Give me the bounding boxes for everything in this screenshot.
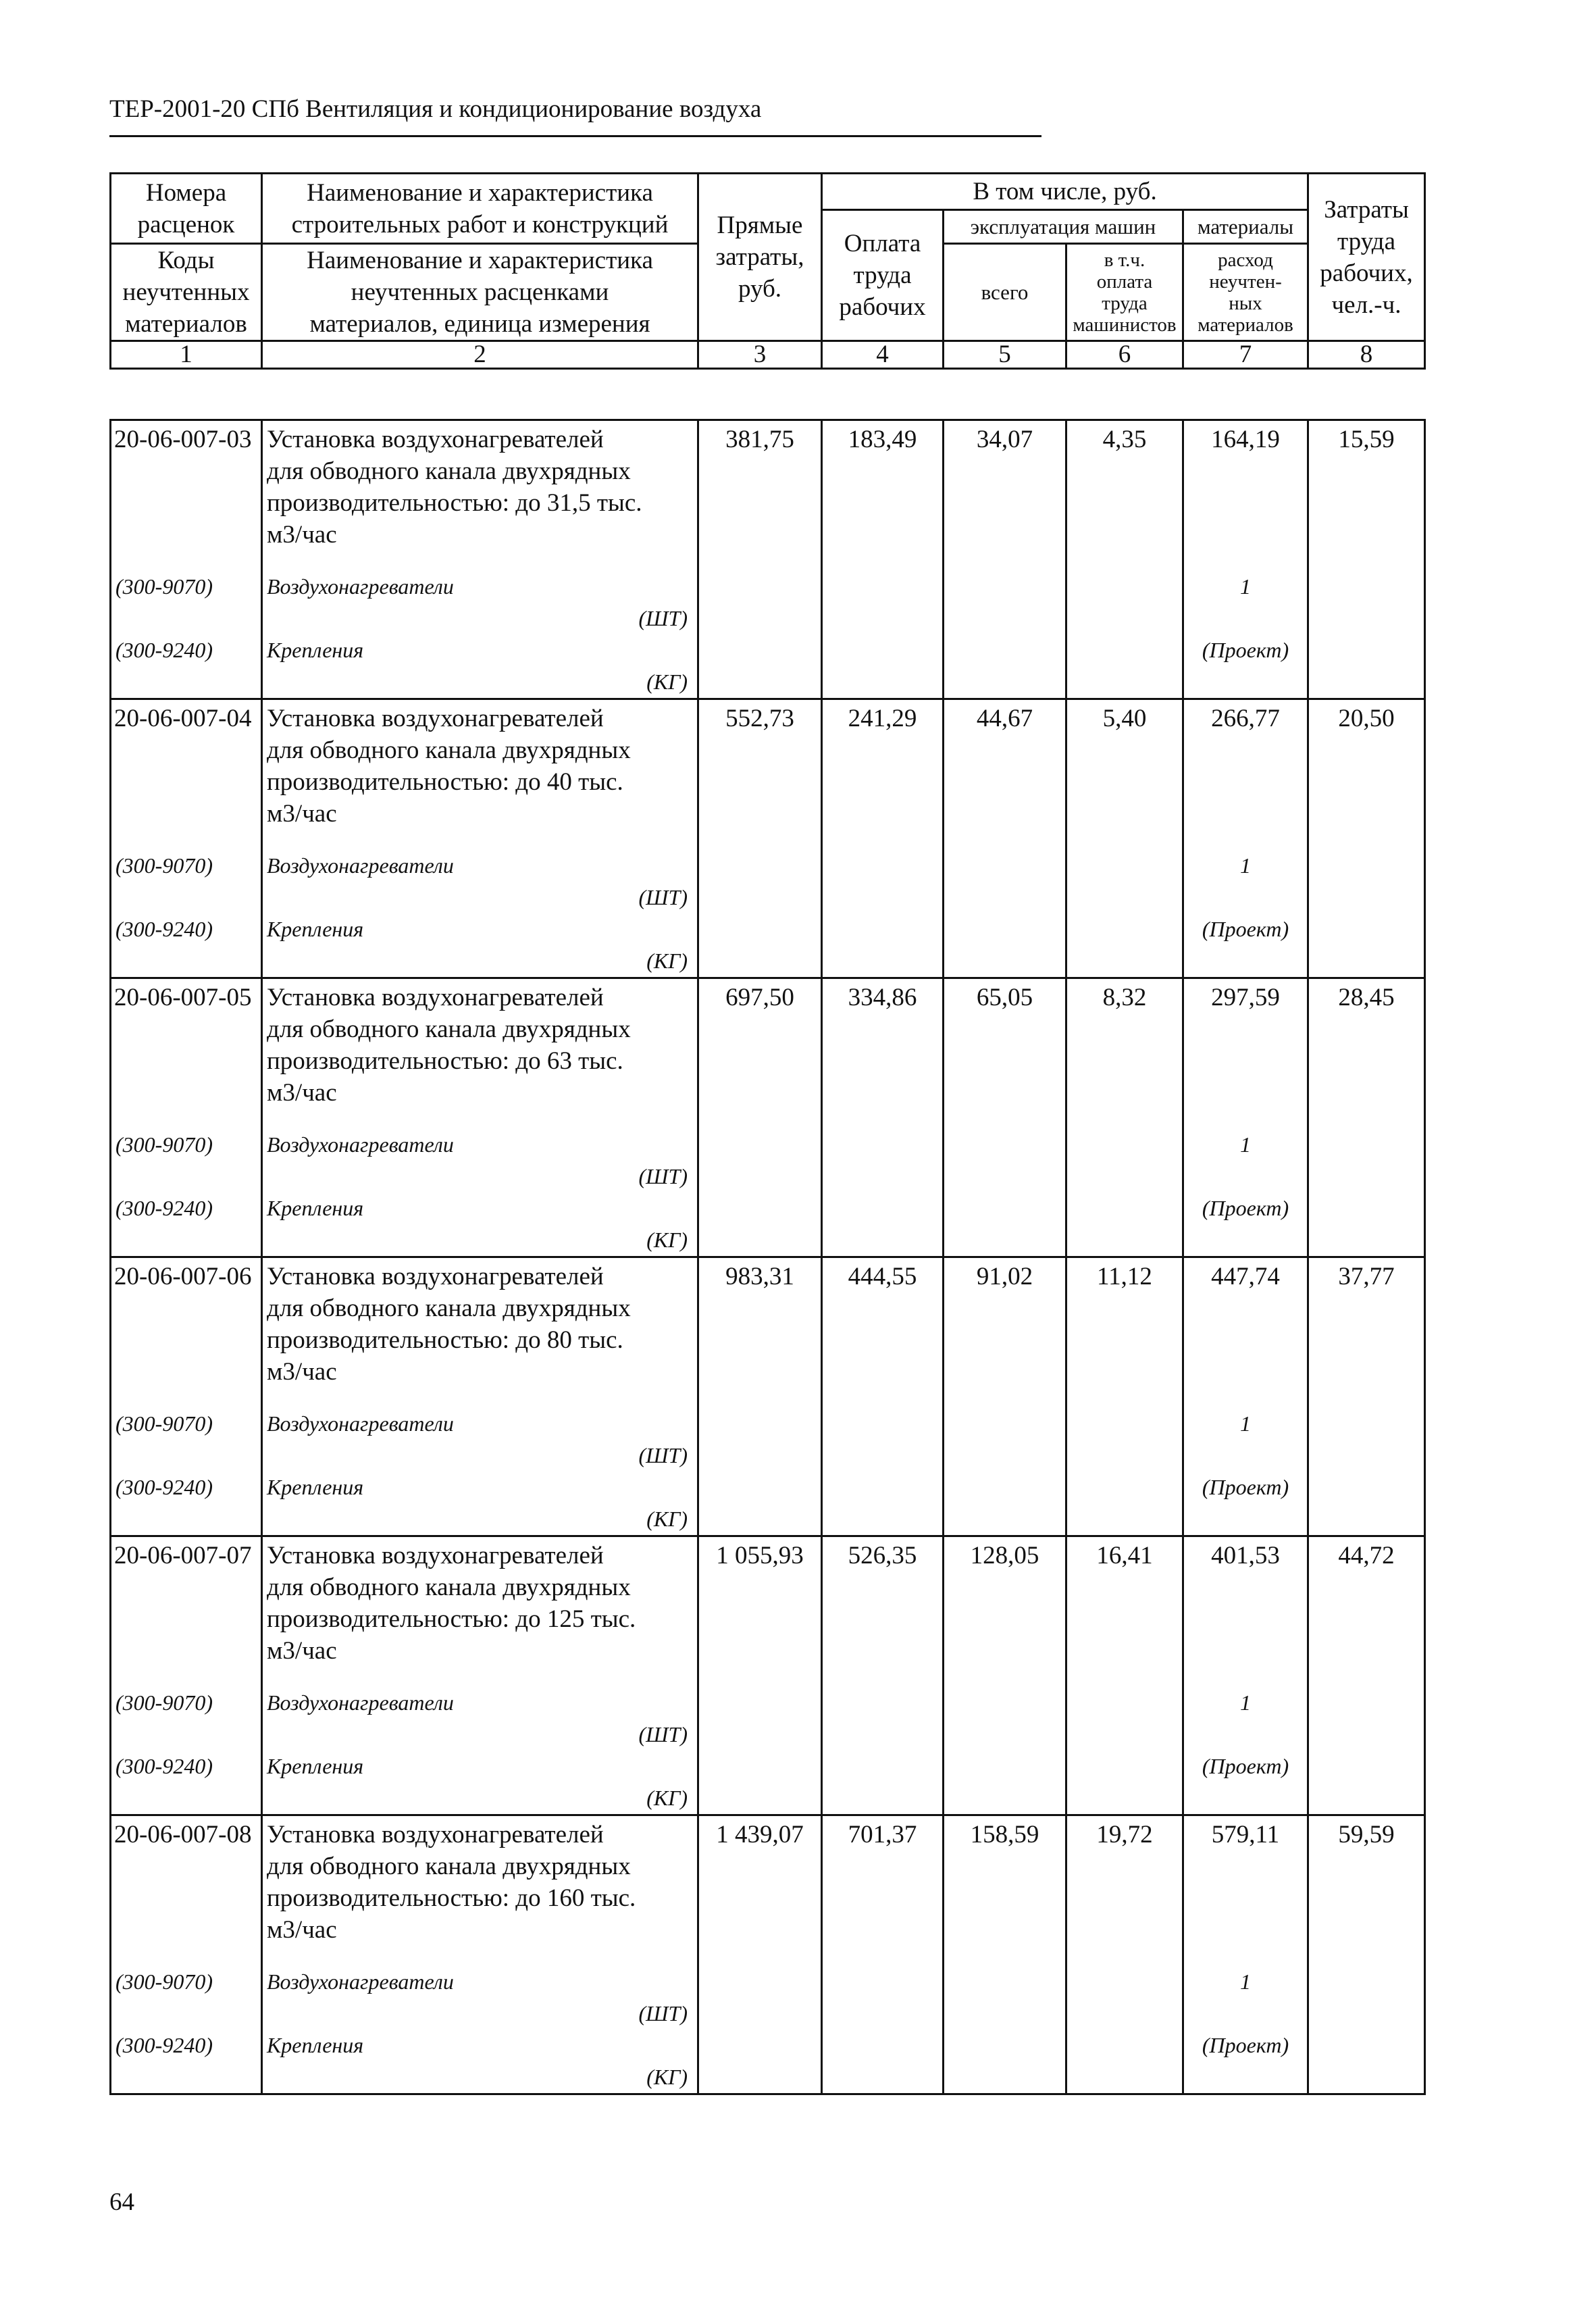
material-code-cell — [111, 571, 262, 699]
rate-description: Установка воздухонагревателей для обводного канала двухрядных производительностью: до 63 тыс. м3/час — [262, 978, 698, 1130]
material-code-cell — [111, 1687, 262, 1815]
materials-cost: 297,59 — [1183, 978, 1308, 1130]
material-row — [111, 850, 1425, 978]
header-work-name: Наименование и характеристика строительных работ и конструкций — [262, 174, 698, 244]
material-name: Воздухонагреватели — [267, 1969, 454, 1994]
labor-pay: 183,49 — [822, 420, 944, 572]
material-code-cell — [111, 1966, 262, 2094]
labor-pay: 526,35 — [822, 1536, 944, 1688]
rate-code: 20-06-007-07 — [111, 1536, 262, 1688]
material-code: (300-9240) — [115, 1754, 213, 1778]
machinists-pay: 5,40 — [1066, 699, 1183, 851]
material-name-cell — [262, 1129, 698, 1257]
material-name: Крепления — [267, 917, 364, 941]
material-qty: (Проект) — [1202, 1754, 1289, 1778]
rate-description: Установка воздухонагревателей для обводного канала двухрядных производительностью: до 160 тыс. м3/час — [262, 1815, 698, 1967]
rate-code: 20-06-007-03 — [111, 420, 262, 572]
material-qty: 1 — [1240, 1132, 1251, 1157]
rate-description: Установка воздухонагревателей для обводного канала двухрядных производительностью: до 125 тыс. м3/час — [262, 1536, 698, 1688]
material-row — [111, 1408, 1425, 1536]
material-qty: 1 — [1240, 1969, 1251, 1994]
material-unit: (КГ) — [646, 1228, 688, 1252]
material-row — [111, 571, 1425, 699]
material-unit: (ШТ) — [638, 606, 688, 630]
materials-cost: 579,11 — [1183, 1815, 1308, 1967]
material-qty-cell — [1183, 1687, 1308, 1815]
material-name: Крепления — [267, 1754, 364, 1778]
material-qty: 1 — [1240, 1690, 1251, 1715]
material-name: Воздухонагреватели — [267, 1132, 454, 1157]
material-code: (300-9240) — [115, 2033, 213, 2057]
material-name: Крепления — [267, 2033, 364, 2057]
material-code: (300-9070) — [115, 853, 213, 878]
material-code: (300-9070) — [115, 1690, 213, 1715]
machines-total: 65,05 — [944, 978, 1066, 1130]
material-name-cell — [262, 1687, 698, 1815]
labor-pay: 444,55 — [822, 1257, 944, 1409]
header-col-number: 6 — [1066, 341, 1183, 369]
header-col-number: 5 — [944, 341, 1066, 369]
header-col-number: 3 — [698, 341, 822, 369]
material-name: Крепления — [267, 1196, 364, 1220]
material-name-cell — [262, 1966, 698, 2094]
rate-row — [111, 1815, 1425, 1967]
header-col-number: 8 — [1308, 341, 1425, 369]
materials-cost: 447,74 — [1183, 1257, 1308, 1409]
header-machinists-pay: в т.ч. оплата труда машинистов — [1066, 244, 1183, 341]
material-unit: (ШТ) — [638, 2001, 688, 2026]
machinists-pay: 8,32 — [1066, 978, 1183, 1130]
labor-hours: 28,45 — [1308, 978, 1425, 1130]
material-unit: (КГ) — [646, 949, 688, 973]
material-unit: (КГ) — [646, 670, 688, 694]
material-row — [111, 1687, 1425, 1815]
direct-costs: 983,31 — [698, 1257, 822, 1409]
header-machines-group: эксплуатация машин — [944, 210, 1183, 244]
direct-costs: 1 439,07 — [698, 1815, 822, 1967]
rate-description: Установка воздухонагревателей для обводного канала двухрядных производительностью: до 80 тыс. м3/час — [262, 1257, 698, 1409]
labor-pay: 241,29 — [822, 699, 944, 851]
header-rate-numbers: Номера расценок — [111, 174, 262, 244]
material-qty-cell — [1183, 1966, 1308, 2094]
rate-description: Установка воздухонагревателей для обводного канала двухрядных производительностью: до 40 тыс. м3/час — [262, 699, 698, 851]
header-labor-hours: Затраты труда рабочих, чел.-ч. — [1308, 174, 1425, 341]
material-name-cell — [262, 850, 698, 978]
title-rule — [109, 135, 1041, 137]
material-qty: 1 — [1240, 1411, 1251, 1436]
labor-hours: 37,77 — [1308, 1257, 1425, 1409]
material-code: (300-9070) — [115, 1132, 213, 1157]
material-name-cell — [262, 1408, 698, 1536]
materials-cost: 401,53 — [1183, 1536, 1308, 1688]
material-qty: (Проект) — [1202, 638, 1289, 662]
machinists-pay: 19,72 — [1066, 1815, 1183, 1967]
material-name: Воздухонагреватели — [267, 1411, 454, 1436]
material-code: (300-9240) — [115, 638, 213, 662]
machinists-pay: 11,12 — [1066, 1257, 1183, 1409]
material-unit: (КГ) — [646, 1507, 688, 1531]
material-code-cell — [111, 1408, 262, 1536]
direct-costs: 1 055,93 — [698, 1536, 822, 1688]
material-qty: (Проект) — [1202, 2033, 1289, 2057]
header-col-number: 1 — [111, 341, 262, 369]
material-qty: (Проект) — [1202, 1475, 1289, 1499]
material-qty-cell — [1183, 850, 1308, 978]
material-code: (300-9240) — [115, 1475, 213, 1499]
rate-row — [111, 420, 1425, 572]
document-title: ТЕР-2001-20 СПб Вентиляция и кондиционирование воздуха — [109, 95, 762, 123]
machines-total: 34,07 — [944, 420, 1066, 572]
rate-description: Установка воздухонагревателей для обводного канала двухрядных производительностью: до 31,5 тыс. м3/час — [262, 420, 698, 572]
material-unit: (ШТ) — [638, 1164, 688, 1188]
material-qty: 1 — [1240, 853, 1251, 878]
labor-pay: 334,86 — [822, 978, 944, 1130]
rate-row — [111, 699, 1425, 851]
rate-code: 20-06-007-04 — [111, 699, 262, 851]
machinists-pay: 4,35 — [1066, 420, 1183, 572]
material-code: (300-9070) — [115, 1411, 213, 1436]
materials-cost: 266,77 — [1183, 699, 1308, 851]
material-name: Воздухонагреватели — [267, 574, 454, 599]
materials-cost: 164,19 — [1183, 420, 1308, 572]
direct-costs: 381,75 — [698, 420, 822, 572]
material-qty: 1 — [1240, 574, 1251, 599]
rate-row — [111, 1536, 1425, 1688]
header-material-codes: Коды неучтенных материалов — [111, 244, 262, 341]
header-materials-group: материалы — [1183, 210, 1308, 244]
header-col-number: 4 — [822, 341, 944, 369]
header-table — [109, 172, 1426, 370]
material-qty-cell — [1183, 571, 1308, 699]
header-col-number: 2 — [262, 341, 698, 369]
machines-total: 44,67 — [944, 699, 1066, 851]
material-code: (300-9240) — [115, 1196, 213, 1220]
rate-row — [111, 1257, 1425, 1409]
material-code-cell — [111, 1129, 262, 1257]
material-unit: (КГ) — [646, 1786, 688, 1810]
machinists-pay: 16,41 — [1066, 1536, 1183, 1688]
labor-hours: 15,59 — [1308, 420, 1425, 572]
direct-costs: 552,73 — [698, 699, 822, 851]
material-qty-cell — [1183, 1129, 1308, 1257]
labor-pay: 701,37 — [822, 1815, 944, 1967]
labor-hours: 20,50 — [1308, 699, 1425, 851]
material-code: (300-9070) — [115, 1969, 213, 1994]
material-name: Воздухонагреватели — [267, 1690, 454, 1715]
rate-code: 20-06-007-08 — [111, 1815, 262, 1967]
labor-hours: 44,72 — [1308, 1536, 1425, 1688]
header-group-including: В том числе, руб. — [822, 174, 1308, 210]
rate-row — [111, 978, 1425, 1130]
material-code: (300-9240) — [115, 917, 213, 941]
material-unit: (ШТ) — [638, 1443, 688, 1467]
machines-total: 91,02 — [944, 1257, 1066, 1409]
rate-code: 20-06-007-05 — [111, 978, 262, 1130]
page-number: 64 — [109, 2188, 134, 2216]
material-code-cell — [111, 850, 262, 978]
material-name: Воздухонагреватели — [267, 853, 454, 878]
header-direct-costs: Прямые затраты, руб. — [698, 174, 822, 341]
material-unit: (ШТ) — [638, 1722, 688, 1746]
material-qty: (Проект) — [1202, 1196, 1289, 1220]
material-name: Крепления — [267, 1475, 364, 1499]
header-labor-pay: Оплата труда рабочих — [822, 210, 944, 341]
machines-total: 158,59 — [944, 1815, 1066, 1967]
direct-costs: 697,50 — [698, 978, 822, 1130]
material-qty-cell — [1183, 1408, 1308, 1536]
machines-total: 128,05 — [944, 1536, 1066, 1688]
material-unit: (ШТ) — [638, 885, 688, 909]
labor-hours: 59,59 — [1308, 1815, 1425, 1967]
rates-table — [109, 419, 1426, 2095]
material-name-cell — [262, 571, 698, 699]
material-unit: (КГ) — [646, 2065, 688, 2089]
rate-code: 20-06-007-06 — [111, 1257, 262, 1409]
header-col-number: 7 — [1183, 341, 1308, 369]
material-row — [111, 1129, 1425, 1257]
material-row — [111, 1966, 1425, 2094]
header-materials-consumption: расход неучтен- ных материалов — [1183, 244, 1308, 341]
material-code: (300-9070) — [115, 574, 213, 599]
material-name: Крепления — [267, 638, 364, 662]
header-material-names: Наименование и характеристика неучтенных расценками материалов, единица измерения — [262, 244, 698, 341]
material-qty: (Проект) — [1202, 917, 1289, 941]
header-machines-total: всего — [944, 244, 1066, 341]
